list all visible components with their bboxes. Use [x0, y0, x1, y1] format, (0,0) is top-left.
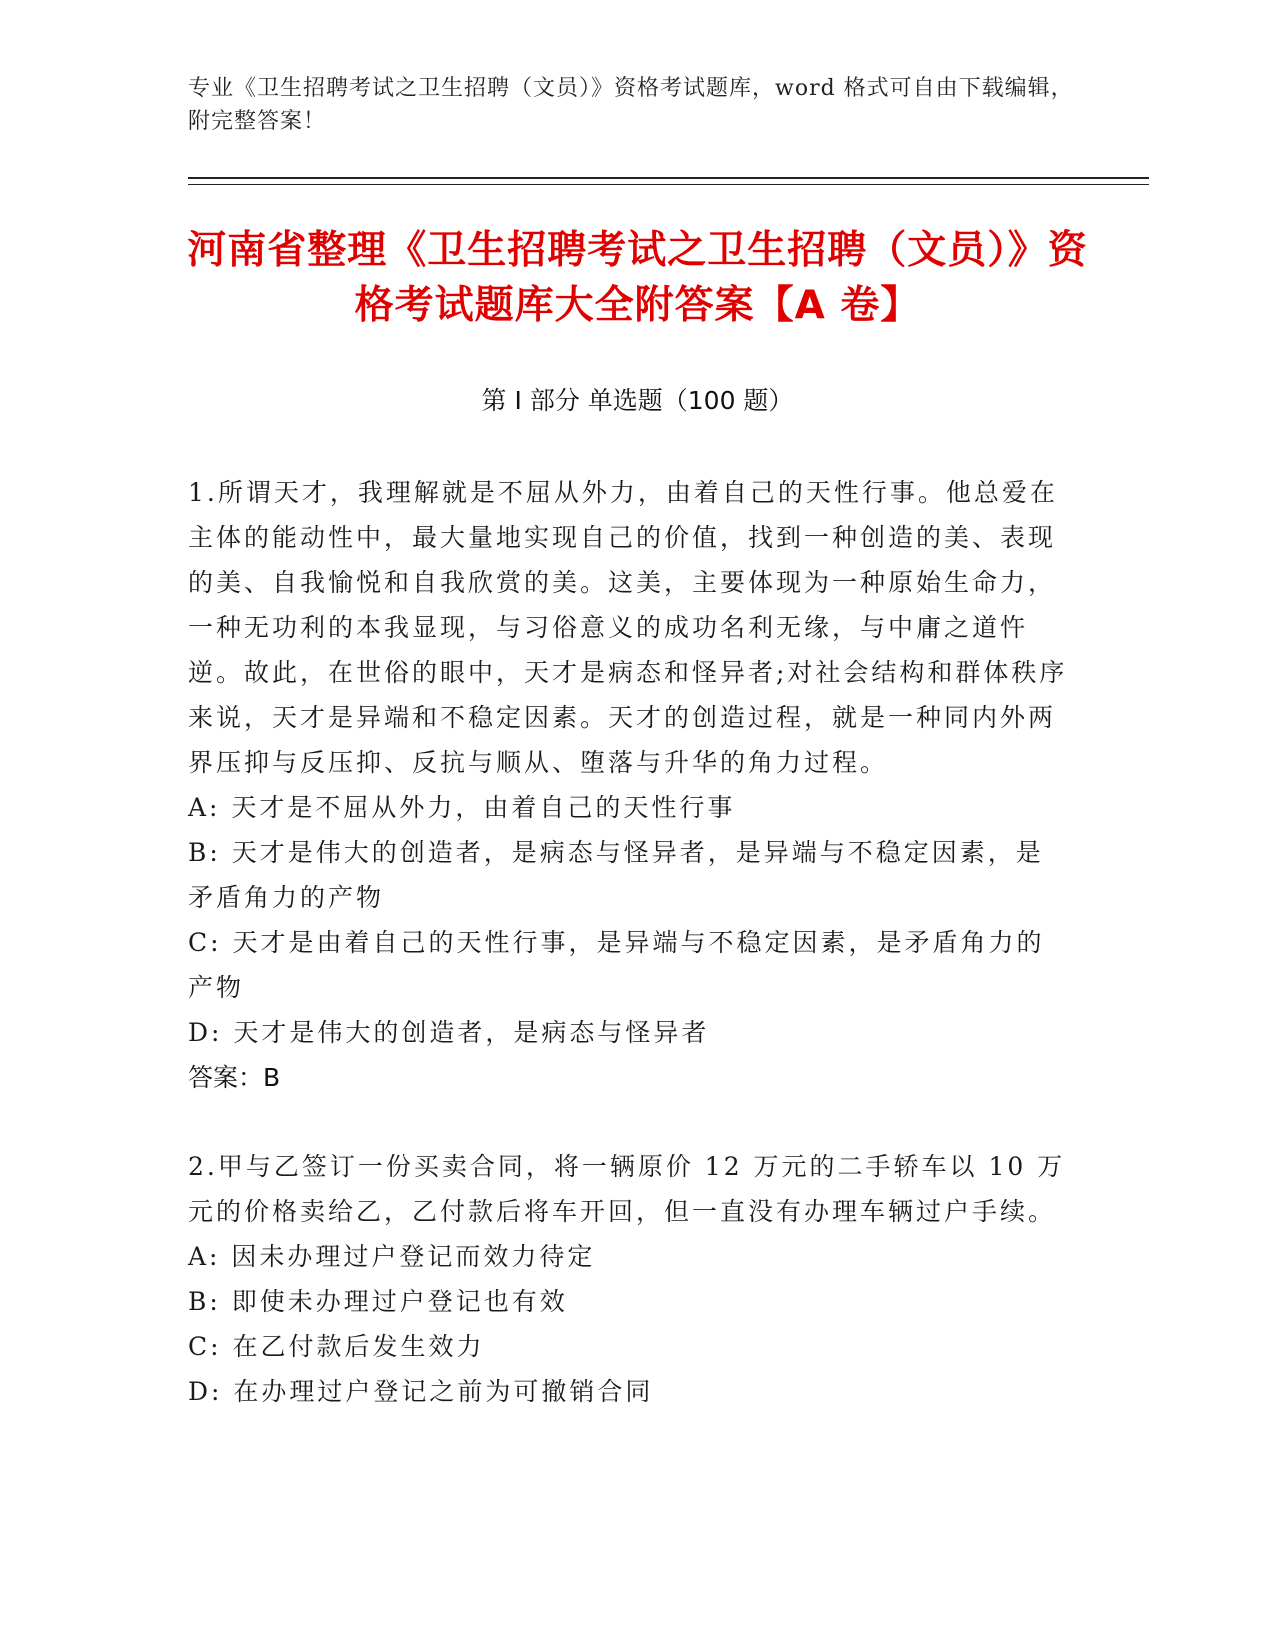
- answer-line: 答案：B: [188, 1063, 281, 1092]
- option-d: D: 天才是伟大的创造者，是病态与怪异者: [188, 1018, 710, 1047]
- question-stem: 2.甲与乙签订一份买卖合同，将一辆原价 12 万元的二手轿车以 10 万元的价格卖给乙，乙付款后将车开回，但一直没有办理车辆过户手续。: [188, 1152, 1066, 1226]
- option-b: B: 天才是伟大的创造者，是病态与怪异者，是异端与不稳定因素，是矛盾角力的产物: [188, 838, 1044, 912]
- option-c: C: 天才是由着自己的天性行事，是异端与不稳定因素，是矛盾角力的产物: [188, 928, 1045, 1002]
- question-list: [188, 470, 1068, 1458]
- option-d: D: 在办理过户登记之前为可撤销合同: [188, 1377, 654, 1406]
- question-stem: 1.所谓天才，我理解就是不屈从外力，由着自己的天性行事。他总爱在主体的能动性中，最大量地实现自己的价值，找到一种创造的美、表现的美、自我愉悦和自我欣赏的美。这美，主要体现为一种原始生命力，一种无功利的本我显现，与习俗意义的成功名利无缘，与中庸之道忤逆。故此，在世俗的眼中，天才是病态和怪异者;对社会结构和群体秩序来说，天才是异端和不稳定因素。天才的创造过程，就是一种同内外两界压抑与反压抑、反抗与顺从、堕落与升华的角力过程。: [188, 478, 1068, 777]
- option-a: A: 因未办理过户登记而效力待定: [188, 1242, 596, 1271]
- header-divider-thin: [188, 184, 1149, 185]
- question-1: [188, 470, 1068, 1100]
- question-2: [188, 1144, 1068, 1414]
- header-divider-thick: [188, 177, 1149, 179]
- option-a: A: 天才是不屈从外力，由着自己的天性行事: [188, 793, 736, 822]
- option-c: C: 在乙付款后发生效力: [188, 1332, 485, 1361]
- option-b: B: 即使未办理过户登记也有效: [188, 1287, 568, 1316]
- document-title: 河南省整理《卫生招聘考试之卫生招聘（文员）》资格考试题库大全附答案【A 卷】: [187, 228, 1088, 328]
- section-heading: 第 I 部分 单选题（100 题）: [481, 386, 794, 415]
- header-note: 专业《卫生招聘考试之卫生招聘（文员）》资格考试题库，word 格式可自由下载编辑，附完整答案！: [188, 76, 1074, 134]
